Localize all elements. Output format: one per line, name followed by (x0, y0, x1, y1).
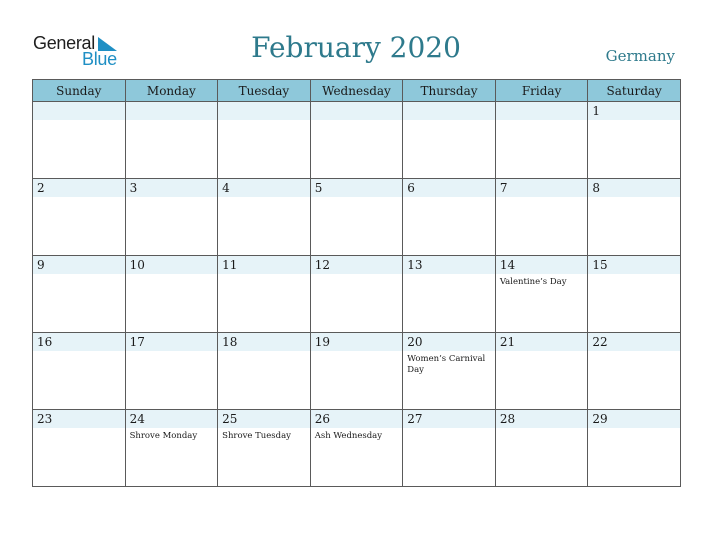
day-cell (33, 102, 126, 179)
holiday-label: Valentine’s Day (499, 277, 567, 287)
holiday-label: Shrove Monday (129, 431, 198, 441)
week-row (33, 256, 681, 333)
date-band (588, 179, 680, 197)
day-cell (495, 410, 588, 487)
calendar-body (33, 102, 681, 487)
date-band (218, 102, 310, 120)
day-number: 29 (592, 412, 608, 426)
day-number: 15 (592, 258, 608, 272)
day-cell (495, 179, 588, 256)
day-cell (403, 179, 496, 256)
weekday-header: Tuesday (218, 80, 311, 102)
day-cell (588, 179, 681, 256)
day-cell (588, 410, 681, 487)
day-number: 17 (129, 335, 145, 349)
date-band (311, 102, 403, 120)
holiday-label: Shrove Tuesday (222, 431, 291, 441)
day-cell (588, 333, 681, 410)
date-band (403, 179, 495, 197)
logo-text-general: General (33, 33, 95, 53)
date-band (496, 102, 588, 120)
logo-text-blue: Blue (82, 49, 117, 69)
day-cell (310, 256, 403, 333)
day-cell (310, 333, 403, 410)
day-number: 20 (407, 335, 423, 349)
day-number: 9 (37, 258, 45, 272)
date-band (33, 102, 125, 120)
day-number: 23 (37, 412, 53, 426)
day-number: 26 (314, 412, 330, 426)
date-band (311, 179, 403, 197)
day-cell (310, 410, 403, 487)
date-band (126, 102, 218, 120)
day-number: 5 (314, 181, 323, 195)
calendar-grid (32, 79, 681, 487)
day-number: 10 (129, 258, 145, 272)
day-cell (218, 256, 311, 333)
weekday-header: Wednesday (310, 80, 403, 102)
day-number: 6 (407, 181, 415, 195)
weekday-header: Thursday (403, 80, 496, 102)
day-cell (125, 333, 218, 410)
day-cell (588, 102, 681, 179)
day-number: 21 (499, 335, 516, 349)
day-number: 1 (592, 104, 601, 118)
day-cell (33, 179, 126, 256)
day-number: 14 (499, 258, 516, 272)
day-cell (403, 410, 496, 487)
day-cell (310, 179, 403, 256)
day-cell (218, 410, 311, 487)
weekday-header: Sunday (33, 80, 126, 102)
country-label: Germany (605, 47, 675, 65)
week-row (33, 102, 681, 179)
date-band (126, 179, 218, 197)
day-cell (310, 102, 403, 179)
date-band (33, 179, 125, 197)
day-cell (125, 410, 218, 487)
day-cell (495, 333, 588, 410)
weekday-header: Monday (125, 80, 218, 102)
day-cell (495, 256, 588, 333)
week-row (33, 179, 681, 256)
day-number: 3 (129, 181, 138, 195)
week-row (33, 410, 681, 487)
week-row (33, 333, 681, 410)
day-cell (125, 179, 218, 256)
day-number: 11 (222, 258, 238, 272)
day-number: 7 (499, 181, 508, 195)
date-band (403, 102, 495, 120)
day-cell (403, 102, 496, 179)
day-cell (218, 102, 311, 179)
day-number: 12 (314, 258, 330, 272)
holiday-label: Ash Wednesday (314, 431, 383, 441)
day-cell (588, 256, 681, 333)
date-band (588, 102, 680, 120)
day-number: 22 (592, 335, 608, 349)
day-number: 27 (407, 412, 423, 426)
date-band (33, 256, 125, 274)
day-cell (125, 102, 218, 179)
day-cell (33, 410, 126, 487)
day-number: 2 (37, 181, 45, 195)
day-cell (218, 333, 311, 410)
holiday-label: Women’s Carnival Day (407, 354, 486, 375)
page-title: February 2020 (251, 31, 461, 64)
date-band (496, 179, 588, 197)
day-number: 28 (499, 412, 516, 426)
day-cell (125, 256, 218, 333)
day-cell (403, 256, 496, 333)
day-cell (33, 333, 126, 410)
weekday-header: Friday (495, 80, 588, 102)
day-cell (403, 333, 496, 410)
day-number: 8 (592, 181, 601, 195)
day-cell (495, 102, 588, 179)
day-number: 25 (222, 412, 238, 426)
day-number: 13 (407, 258, 423, 272)
day-number: 19 (314, 335, 330, 349)
date-band (218, 179, 310, 197)
day-cell (218, 179, 311, 256)
weekday-header: Saturday (588, 80, 681, 102)
day-cell (33, 256, 126, 333)
day-number: 4 (222, 181, 230, 195)
day-number: 18 (222, 335, 238, 349)
weekday-header-row (33, 80, 681, 102)
day-number: 16 (37, 335, 53, 349)
day-number: 24 (129, 412, 145, 426)
